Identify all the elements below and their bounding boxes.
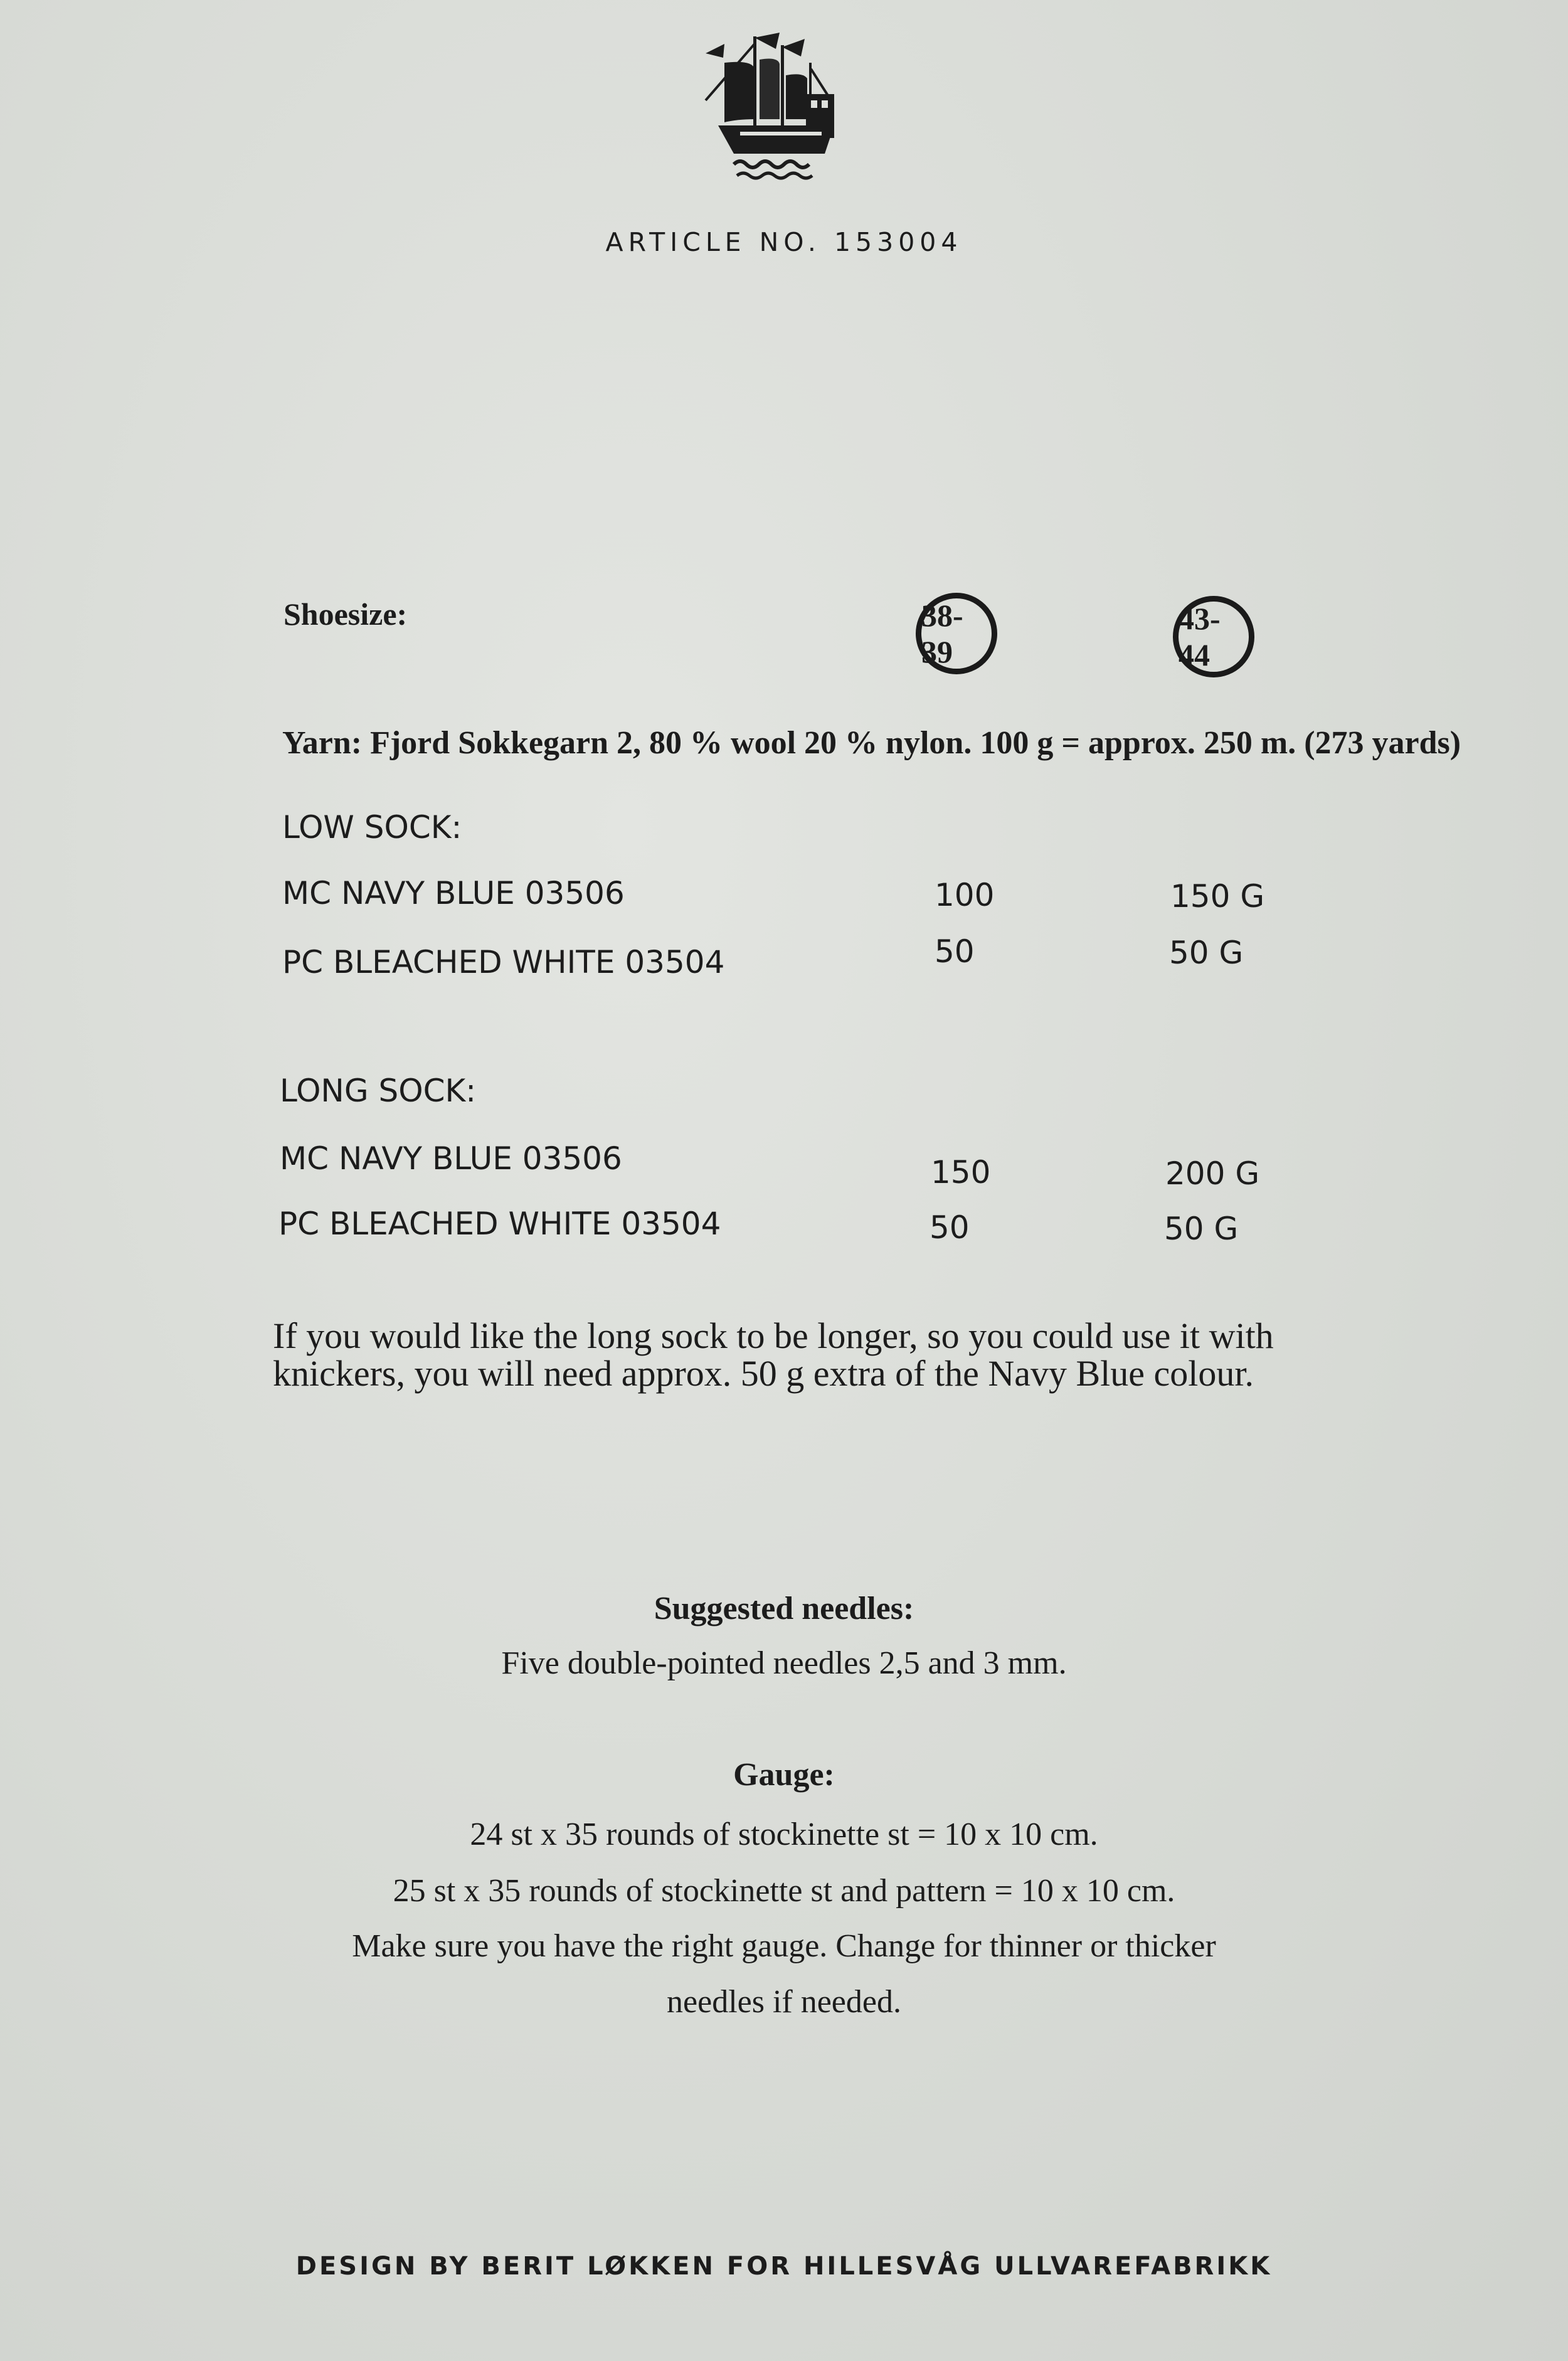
long-sock-row-size2: 50 G	[1164, 1211, 1239, 1247]
size-badge-small: 38-39	[916, 593, 997, 674]
low-sock-title: LOW SOCK:	[282, 809, 462, 846]
article-number: ARTICLE NO. 153004	[605, 227, 963, 257]
low-sock-row-size1: 100	[935, 877, 995, 913]
needles-title: Suggested needles:	[654, 1591, 914, 1626]
long-sock-row-size1: 50	[930, 1209, 970, 1246]
extra-yarn-note-line: knickers, you will need approx. 50 g extra of the Navy Blue colour.	[273, 1353, 1254, 1394]
low-sock-row-name: PC BLEACHED WHITE 03504	[282, 944, 725, 980]
long-sock-row-size1: 150	[931, 1154, 991, 1191]
size-badge-large: 43-44	[1173, 596, 1254, 677]
long-sock-title: LONG SOCK:	[280, 1073, 477, 1109]
yarn-description: Yarn: Fjord Sokkegarn 2, 80 % wool 20 % nylon. 100 g = approx. 250 m. (273 yards)	[282, 725, 1461, 761]
gauge-line: 24 st x 35 rounds of stockinette st = 10 x 10 cm.	[470, 1817, 1098, 1852]
low-sock-row-size2: 150 G	[1170, 878, 1265, 915]
long-sock-row-size2: 200 G	[1165, 1155, 1260, 1192]
extra-yarn-note	[273, 1317, 1402, 1393]
designer-credit: DESIGN BY BERIT LØKKEN FOR HILLESVÅG ULLVAREFABRIKK	[295, 2252, 1273, 2281]
low-sock-row-size2: 50 G	[1169, 935, 1244, 971]
sailing-ship-logo-icon	[699, 25, 847, 182]
long-sock-row-name: MC NAVY BLUE 03506	[280, 1140, 622, 1177]
long-sock-row-name: PC BLEACHED WHITE 03504	[278, 1206, 721, 1242]
needles-text: Five double-pointed needles 2,5 and 3 mm.	[501, 1645, 1067, 1681]
shoesize-label: Shoesize:	[283, 597, 408, 632]
gauge-line: Make sure you have the right gauge. Change for thinner or thicker	[352, 1928, 1216, 1964]
gauge-line: needles if needed.	[667, 1984, 901, 2020]
extra-yarn-note-line: If you would like the long sock to be longer, so you could use it with	[273, 1315, 1274, 1356]
gauge-title: Gauge:	[733, 1757, 835, 1793]
low-sock-row-name: MC NAVY BLUE 03506	[282, 875, 625, 911]
gauge-line: 25 st x 35 rounds of stockinette st and pattern = 10 x 10 cm.	[393, 1873, 1175, 1909]
low-sock-row-size1: 50	[935, 933, 975, 970]
